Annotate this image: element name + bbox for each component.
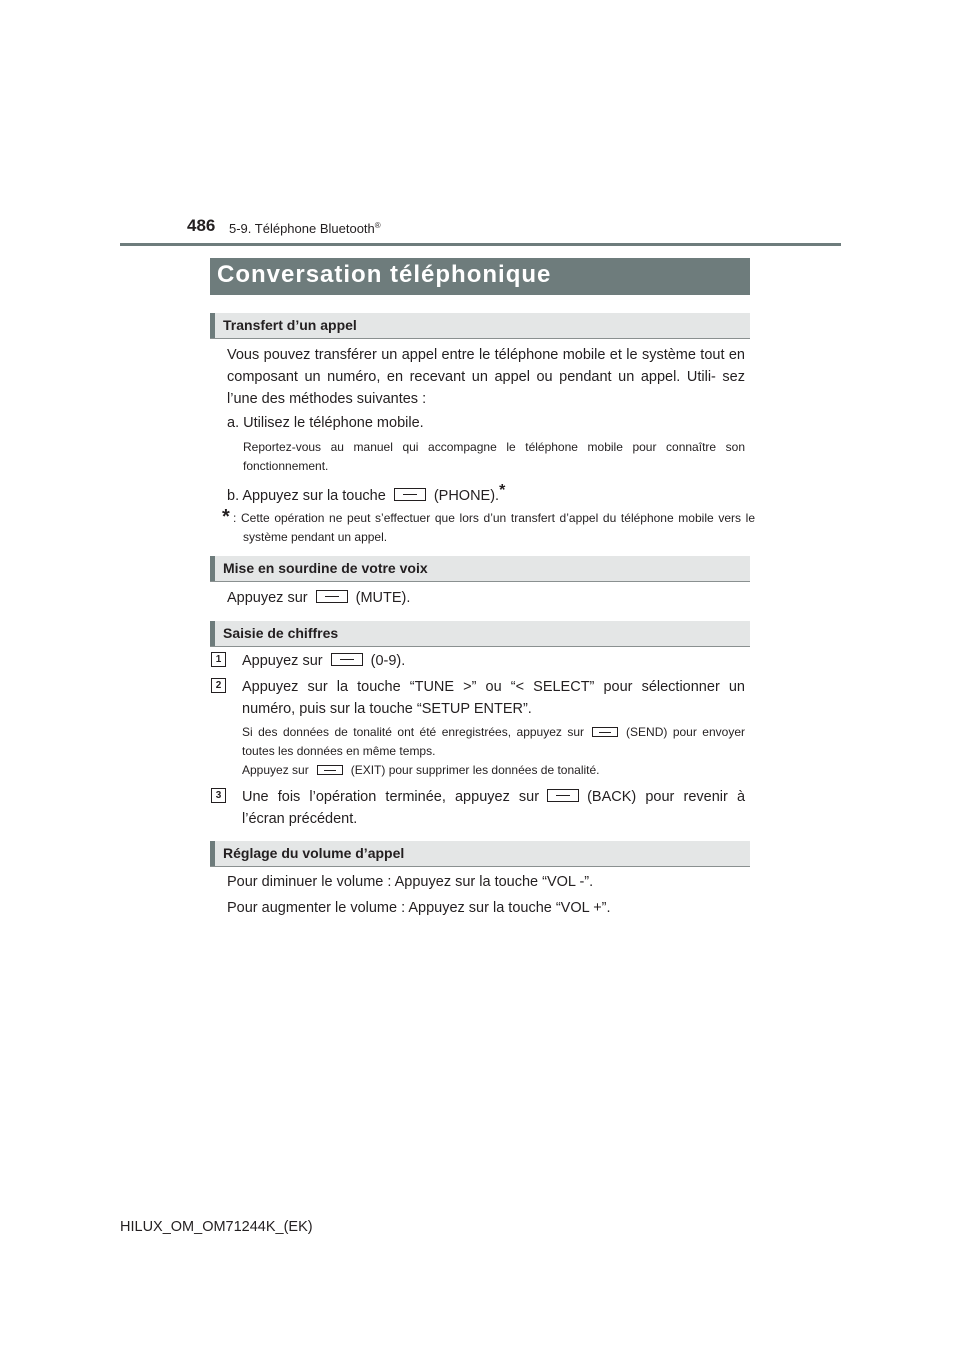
step-1 bbox=[242, 650, 745, 672]
title-bar bbox=[210, 258, 750, 295]
step-3 bbox=[242, 786, 745, 830]
registered-mark: ® bbox=[374, 221, 381, 230]
option-a: a. Utilisez le téléphone mobile. bbox=[227, 415, 424, 431]
note-send-text: Si des données de tonalité ont été enregistrées, appuyez sur bbox=[242, 725, 585, 739]
step-2: Appuyez sur la touche “TUNE >” ou “< SELECT” pour sélectionner un numéro, puis sur la touche “SETUP ENTER”. bbox=[242, 679, 745, 717]
option-a-note: Reportez-vous au manuel qui accompagne le téléphone mobile pour connaître son fonctionnement. bbox=[243, 440, 745, 473]
volume-down-text: Pour diminuer le volume : Appuyez sur la touche “VOL -”. bbox=[227, 874, 594, 890]
note-send-text-end: (SEND) pour envoyer toutes les données en même temps. bbox=[242, 725, 745, 758]
step-1-badge: 1 bbox=[211, 652, 226, 667]
section-heading-mute bbox=[210, 556, 750, 582]
step-3-text: Une fois l’opération terminée, appuyez sur bbox=[242, 789, 540, 805]
page-number: 486 bbox=[187, 216, 216, 235]
option-b-text: b. Appuyez sur la touche bbox=[227, 488, 386, 504]
mute-key-icon bbox=[316, 590, 348, 603]
option-b bbox=[227, 480, 745, 507]
section-heading-volume bbox=[210, 841, 750, 867]
section-heading-label: Réglage du volume d’appel bbox=[223, 845, 405, 861]
volume-up-text: Pour augmenter le volume : Appuyez sur la touche “VOL +”. bbox=[227, 900, 611, 916]
note-exit-text: Appuyez sur bbox=[242, 763, 309, 777]
document-code: HILUX_OM_OM71244K_(EK) bbox=[120, 1219, 313, 1235]
breadcrumb bbox=[229, 221, 381, 236]
section-heading-digits bbox=[210, 621, 750, 647]
breadcrumb-text: 5-9. Téléphone Bluetooth bbox=[229, 221, 375, 236]
step-2-badge: 2 bbox=[211, 678, 226, 693]
section-heading-transfer bbox=[210, 313, 750, 339]
note-exit-text-end: (EXIT) pour supprimer les données de tonalité. bbox=[350, 763, 600, 777]
step-3-badge: 3 bbox=[211, 788, 226, 803]
phone-key-icon bbox=[394, 488, 426, 501]
exit-key-icon bbox=[317, 765, 343, 775]
section-heading-label: Transfert d’un appel bbox=[223, 317, 357, 333]
footnote-mark: * bbox=[222, 506, 230, 528]
step-1-text: Appuyez sur bbox=[242, 653, 323, 669]
step-1-text-end: (0-9). bbox=[370, 653, 406, 669]
page-title: Conversation téléphonique bbox=[217, 261, 552, 288]
mute-text bbox=[227, 587, 745, 609]
step-2-note bbox=[242, 723, 745, 780]
mute-text-start: Appuyez sur bbox=[227, 590, 308, 606]
footnote-star: * bbox=[499, 482, 506, 499]
send-key-icon bbox=[592, 727, 618, 737]
section-heading-label: Saisie de chiffres bbox=[223, 625, 339, 641]
header-rule bbox=[120, 243, 841, 246]
back-key-icon bbox=[547, 789, 579, 802]
transfer-intro: Vous pouvez transférer un appel entre le téléphone mobile et le système tout en composant un numéro, en recevant un appel ou pendant un appel. Utili- sez l’une des méthodes suivantes : bbox=[227, 347, 745, 407]
option-b-text-end: (PHONE). bbox=[433, 488, 500, 504]
step-3-text-end: (BACK) pour revenir à l’écran précédent. bbox=[242, 789, 746, 827]
section-heading-label: Mise en sourdine de votre voix bbox=[223, 560, 428, 576]
mute-text-end: (MUTE). bbox=[355, 590, 411, 606]
digits-key-icon bbox=[331, 653, 363, 666]
footnote: : Cette opération ne peut s’effectuer que lors d’un transfert d’appel du téléphone mobile vers le système pendant un appel. bbox=[233, 511, 755, 544]
